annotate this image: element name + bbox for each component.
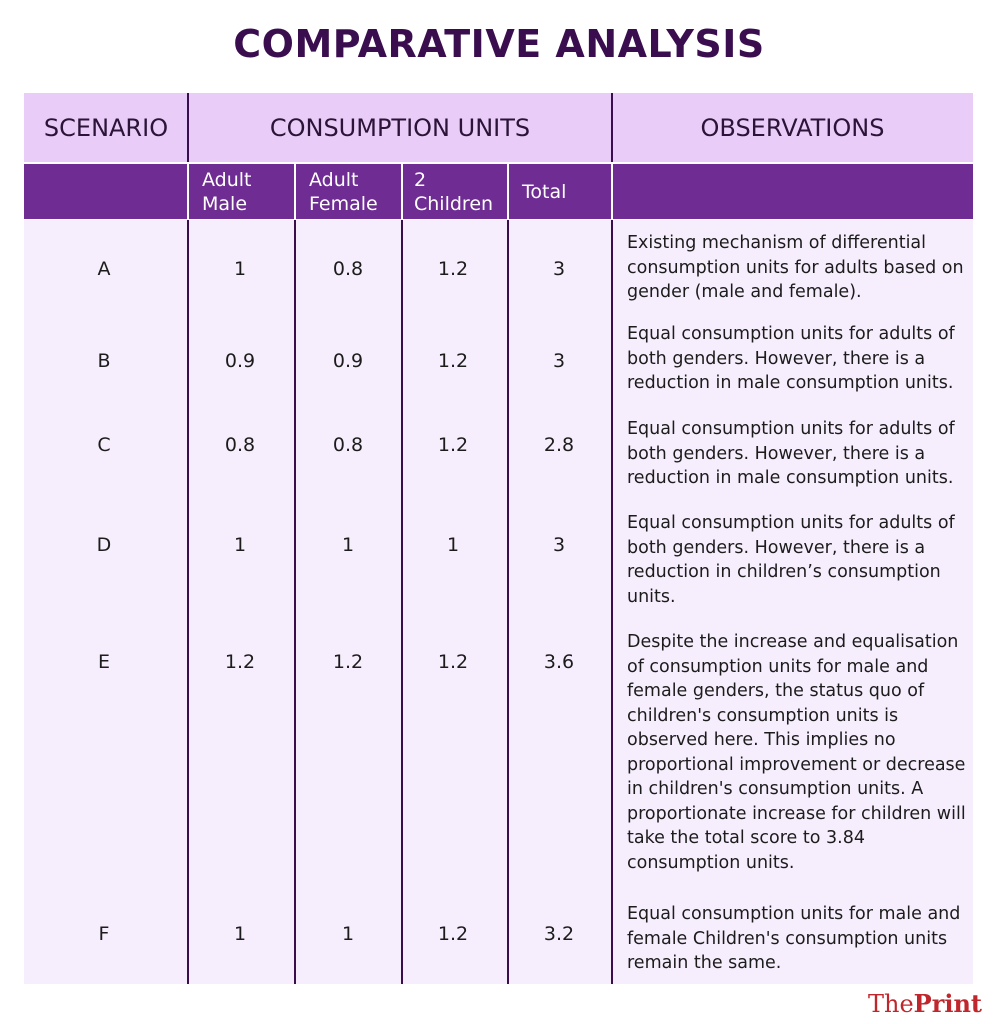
cell-scenario: A — [97, 258, 111, 280]
theprint-logo: ThePrint — [867, 989, 982, 1018]
subheader-total: Total — [522, 180, 567, 203]
divider — [401, 220, 403, 984]
cell-observation: Despite the increase and equalisation of consumption units for male and female genders, the status quo of children's consumption units is observed here. This implies no proportional improvement or decrease in children's consumption units. A proportionate increase for children will take the total score to 3.84 consumption units. — [627, 632, 966, 873]
cell-children: 1 — [446, 534, 460, 556]
header-row — [24, 93, 973, 162]
page-title: COMPARATIVE ANALYSIS — [233, 22, 765, 66]
cell-observation: Equal consumption units for male and female Children's consumption units remain the same. — [627, 904, 961, 973]
subheader-row — [24, 164, 973, 219]
header-consumption-units: CONSUMPTION UNITS — [269, 113, 531, 142]
divider — [187, 164, 189, 219]
cell-children: 1.2 — [437, 651, 469, 673]
cell-children: 1.2 — [437, 923, 469, 945]
cell-adult-male: 1.2 — [224, 651, 256, 673]
cell-scenario: E — [97, 651, 110, 673]
divider — [611, 220, 613, 984]
cell-adult-male: 0.9 — [224, 350, 256, 372]
cell-scenario: D — [96, 534, 112, 556]
header-scenario: SCENARIO — [43, 113, 169, 142]
cell-total: 2.8 — [543, 434, 575, 456]
cell-adult-female: 1.2 — [332, 651, 364, 673]
cell-scenario: B — [97, 350, 111, 372]
cell-adult-female: 0.9 — [332, 350, 364, 372]
divider — [611, 164, 613, 219]
cell-total: 3.6 — [543, 651, 575, 673]
cell-observation: Equal consumption units for adults of both genders. However, there is a reduction in male consumption units. — [627, 419, 955, 488]
divider — [401, 164, 403, 219]
subheader-adult-male: Adult Male — [202, 168, 252, 215]
divider — [187, 93, 189, 162]
header-observations: OBSERVATIONS — [700, 113, 885, 142]
divider — [507, 164, 509, 219]
cell-observation: Existing mechanism of differential consumption units for adults based on gender (male and female). — [627, 233, 964, 302]
cell-total: 3.2 — [543, 923, 575, 945]
divider — [294, 220, 296, 984]
cell-children: 1.2 — [437, 258, 469, 280]
cell-adult-male: 1 — [233, 923, 247, 945]
divider — [187, 220, 189, 984]
cell-children: 1.2 — [437, 434, 469, 456]
table-body — [24, 220, 973, 984]
divider — [611, 93, 613, 162]
divider — [507, 220, 509, 984]
cell-adult-female: 0.8 — [332, 258, 364, 280]
cell-adult-female: 1 — [341, 923, 355, 945]
cell-adult-male: 1 — [233, 534, 247, 556]
cell-total: 3 — [552, 534, 566, 556]
cell-adult-male: 0.8 — [224, 434, 256, 456]
cell-scenario: F — [98, 923, 110, 945]
subheader-children: 2 Children — [414, 168, 494, 215]
divider — [294, 164, 296, 219]
cell-observation: Equal consumption units for adults of both genders. However, there is a reduction in children’s consumption units. — [627, 513, 955, 607]
cell-adult-female: 1 — [341, 534, 355, 556]
subheader-adult-female: Adult Female — [309, 168, 378, 215]
cell-adult-female: 0.8 — [332, 434, 364, 456]
cell-total: 3 — [552, 258, 566, 280]
cell-adult-male: 1 — [233, 258, 247, 280]
cell-observation: Equal consumption units for adults of both genders. However, there is a reduction in male consumption units. — [627, 324, 955, 393]
cell-children: 1.2 — [437, 350, 469, 372]
cell-total: 3 — [552, 350, 566, 372]
cell-scenario: C — [97, 434, 111, 456]
